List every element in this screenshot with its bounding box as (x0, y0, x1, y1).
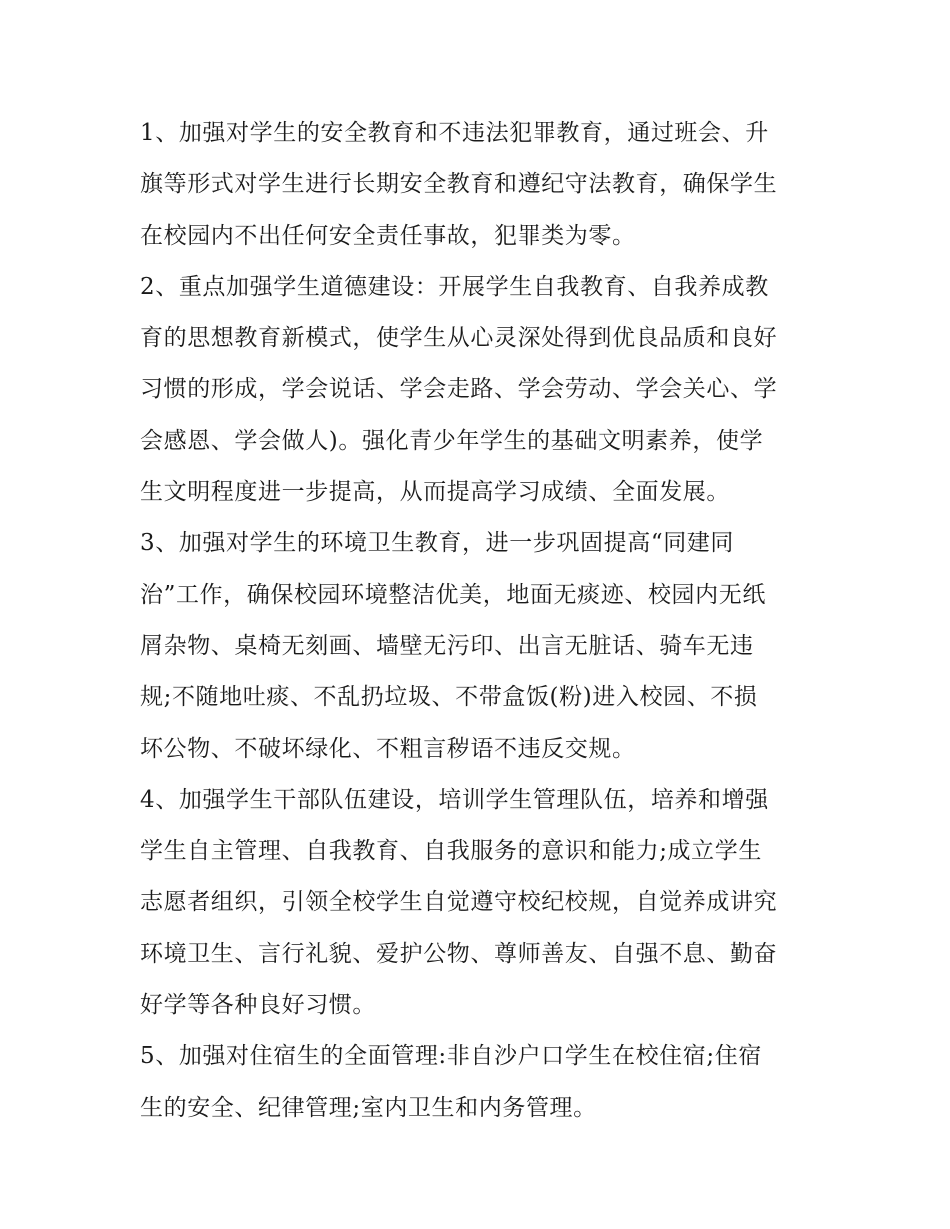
text-line: 3、加强对学生的环境卫生教育，进一步巩固提高“同建同 (140, 530, 734, 557)
text-line: 坏公物、不破坏绿化、不粗言秽语不违反交规。 (140, 735, 636, 762)
text-line: 旗等形式对学生进行长期安全教育和遵纪守法教育，确保学生 (140, 171, 778, 198)
text-line: 在校园内不出任何安全责任事故，犯罪类为零。 (140, 222, 636, 249)
text-line: 5、加强对住宿生的全面管理:非自沙户口学生在校住宿;住宿 (140, 1043, 762, 1070)
text-line: 习惯的形成，学会说话、学会走路、学会劳动、学会关心、学 (140, 376, 778, 403)
text-line: 治”工作，确保校园环境整洁优美，地面无痰迹、校园内无纸 (140, 581, 766, 608)
text-line: 环境卫生、言行礼貌、爱护公物、尊师善友、自强不息、勤奋 (140, 940, 778, 967)
text-line: 生的安全、纪律管理;室内卫生和内务管理。 (140, 1094, 597, 1121)
text-line: 2、重点加强学生道德建设：开展学生自我教育、自我养成教 (140, 273, 769, 300)
text-line: 4、加强学生干部队伍建设，培训学生管理队伍，培养和增强 (140, 786, 769, 813)
text-line: 1、加强对学生的安全教育和不违法犯罪教育，通过班会、升 (140, 120, 769, 146)
text-line: 屑杂物、桌椅无刻画、墙壁无污印、出言无脏话、骑车无违 (140, 632, 754, 659)
text-line: 志愿者组织，引领全校学生自觉遵守校纪校规，自觉养成讲究 (140, 889, 778, 916)
text-line: 生文明程度进一步提高，从而提高学习成绩、全面发展。 (140, 479, 730, 506)
text-line: 育的思想教育新模式，使学生从心灵深处得到优良品质和良好 (140, 325, 778, 352)
text-line: 规;不随地吐痰、不乱扔垃圾、不带盒饭(粉)进入校园、不损 (140, 684, 758, 711)
text-line: 会感恩、学会做人)。强化青少年学生的基础文明素养，使学 (140, 427, 764, 454)
text-line: 好学等各种良好习惯。 (140, 992, 376, 1019)
document-body (140, 108, 820, 1134)
text-line: 学生自主管理、自我教育、自我服务的意识和能力;成立学生 (140, 838, 762, 865)
